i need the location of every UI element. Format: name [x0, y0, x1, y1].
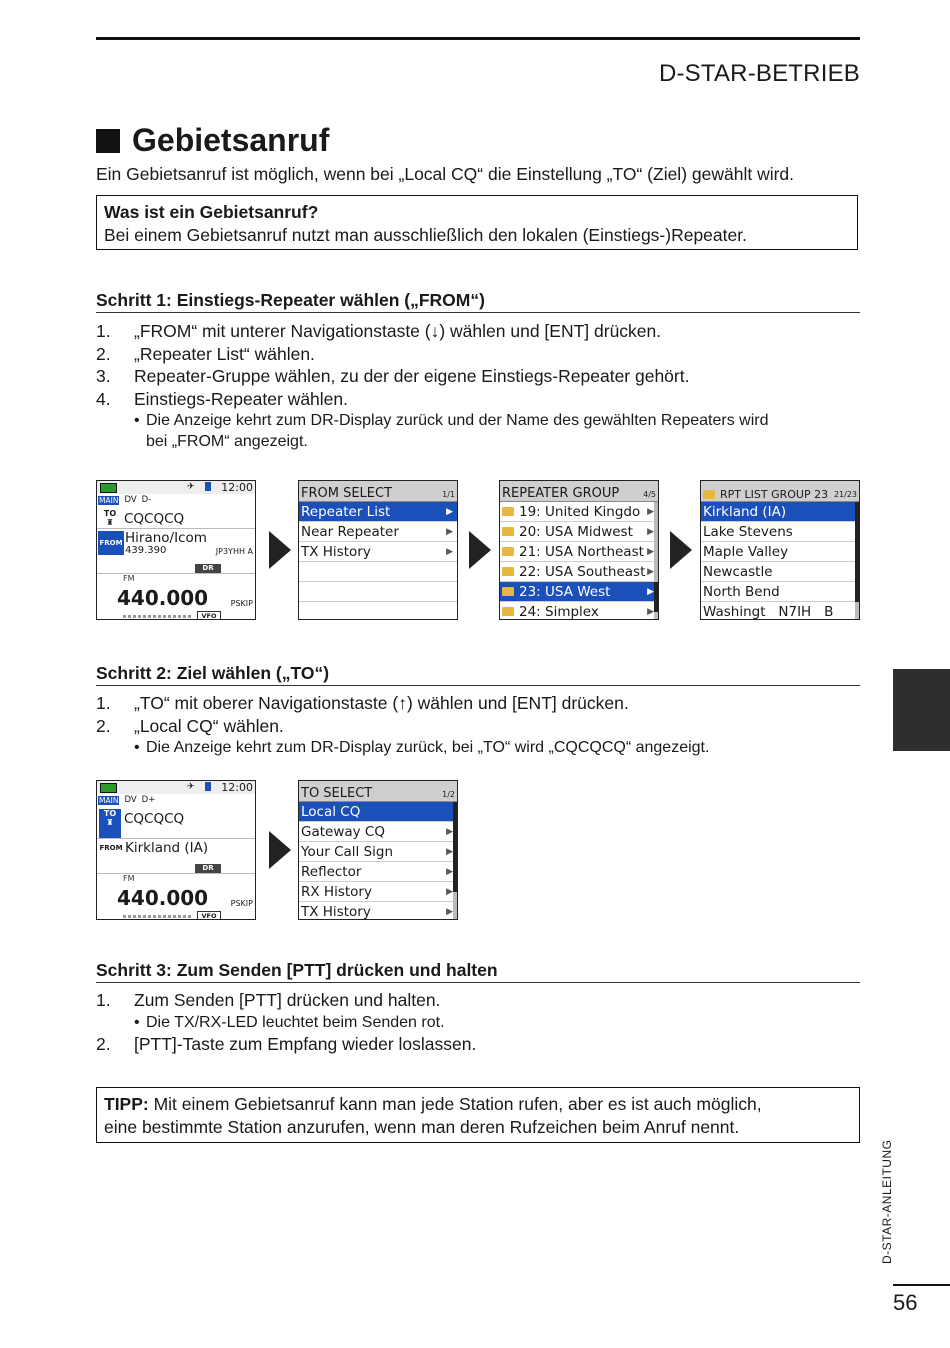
- from-name: Hirano/Icom: [125, 530, 207, 546]
- page-indicator: 21/23: [833, 490, 857, 499]
- empty-row: [299, 582, 457, 602]
- pskip-label: PSKIP: [230, 899, 253, 908]
- menu-item[interactable]: 23: USA West ▶: [500, 582, 658, 602]
- dr-badge: DR: [195, 864, 221, 873]
- list-number: 1.: [96, 990, 111, 1010]
- section-title: [96, 122, 329, 159]
- frequency: 440.000: [117, 886, 209, 910]
- folder-icon: [703, 490, 715, 499]
- to-select-screen: [298, 780, 458, 920]
- s-meter: [123, 615, 193, 618]
- main-badge: MAIN: [99, 495, 119, 505]
- submode-label: D+: [141, 795, 156, 805]
- step3-list: [96, 989, 866, 1055]
- tip-label: TIPP:: [104, 1094, 149, 1114]
- screen-title: TO SELECT: [301, 786, 373, 801]
- chevron-right-icon: ▶: [446, 526, 453, 537]
- from-frequency: 439.390: [125, 545, 167, 556]
- step1-heading: Schritt 1: Einstiegs-Repeater wählen („FROM“): [96, 290, 860, 313]
- list-number: 1.: [96, 693, 111, 713]
- menu-item[interactable]: TX History ▶: [299, 902, 457, 920]
- page-indicator: 4/5: [643, 490, 656, 499]
- list-text: Repeater-Gruppe wählen, zu der der eigene Einstiegs-Repeater gehört.: [134, 366, 690, 386]
- list-note: [96, 410, 866, 431]
- bullet-icon: •: [134, 1013, 140, 1031]
- folder-icon: [502, 507, 514, 516]
- mode-label: DV: [124, 795, 137, 805]
- square-bullet-icon: [96, 129, 120, 153]
- folder-icon: [502, 607, 514, 616]
- vfo-badge: VFO: [197, 611, 221, 620]
- menu-item[interactable]: North Bend: [701, 582, 859, 602]
- list-text: [PTT]-Taste zum Empfang wieder loslassen.: [134, 1033, 477, 1054]
- chevron-right-icon: ▶: [647, 566, 654, 577]
- chapter-tab: [893, 669, 950, 751]
- bullet-icon: •: [134, 739, 140, 756]
- sd-card-icon: [205, 482, 211, 491]
- screen-title: FROM SELECT: [301, 486, 393, 501]
- from-name: Kirkland (IA): [125, 840, 209, 856]
- menu-item[interactable]: Washingt N7IH B: [701, 602, 859, 620]
- top-rule: [96, 37, 860, 40]
- chevron-right-icon: ▶: [446, 846, 453, 857]
- list-text: Einstiegs-Repeater wählen.: [134, 388, 349, 409]
- list-number: 2.: [96, 343, 111, 364]
- fm-label: FM: [123, 574, 135, 583]
- to-label: TO ♜: [99, 809, 121, 839]
- note-text: Die Anzeige kehrt zum DR-Display zurück, bei „TO“ wird „CQCQCQ“ angezeigt.: [146, 739, 710, 756]
- info-box-text: Bei einem Gebietsanruf nutzt man ausschließlich den lokalen (Einstiegs-)Repeater.: [104, 225, 747, 245]
- battery-icon: [100, 483, 117, 493]
- tip-line-2: eine bestimmte Station anzurufen, wenn man deren Rufzeichen beim Anruf nennt.: [104, 1117, 740, 1137]
- tip-box: [96, 1087, 860, 1143]
- gps-icon: ✈: [187, 482, 195, 492]
- screen-title: RPT LIST GROUP 23: [720, 488, 829, 501]
- list-number: 3.: [96, 366, 111, 386]
- step3-heading: Schritt 3: Zum Senden [PTT] drücken und halten: [96, 960, 860, 983]
- dr-display-screen-1: [96, 480, 256, 620]
- chevron-right-icon: ▶: [446, 826, 453, 837]
- list-item: [96, 320, 866, 343]
- list-item: [96, 365, 866, 388]
- menu-item[interactable]: Local CQ: [299, 802, 457, 822]
- mode-label: DV: [124, 495, 137, 505]
- list-note: [96, 1012, 866, 1033]
- list-text: „TO“ mit oberer Navigationstaste (↑) wählen und [ENT] drücken.: [134, 693, 629, 713]
- to-callsign: CQCQCQ: [124, 511, 185, 527]
- chevron-right-icon: ▶: [446, 866, 453, 877]
- step2-list: [96, 692, 866, 758]
- step2-heading: Schritt 2: Ziel wählen („TO“): [96, 663, 860, 686]
- list-number: 2.: [96, 1033, 111, 1054]
- battery-icon: [100, 783, 117, 793]
- menu-item[interactable]: Near Repeater ▶: [299, 522, 457, 542]
- menu-item[interactable]: 19: United Kingdo ▶: [500, 502, 658, 522]
- from-label: FROM: [98, 531, 124, 555]
- step1-list: [96, 320, 866, 452]
- arrow-right-icon: [670, 531, 692, 569]
- sd-card-icon: [205, 782, 211, 791]
- folder-icon: [502, 547, 514, 556]
- pskip-label: PSKIP: [230, 599, 253, 608]
- submode-label: D-: [141, 495, 152, 505]
- list-number: 1.: [96, 321, 111, 341]
- screen-title: REPEATER GROUP: [502, 486, 620, 501]
- folder-icon: [502, 567, 514, 576]
- s-meter: [123, 915, 193, 918]
- list-text: „Repeater List“ wählen.: [134, 343, 315, 364]
- chevron-right-icon: ▶: [446, 506, 453, 517]
- menu-item[interactable]: Gateway CQ ▶: [299, 822, 457, 842]
- list-text: „FROM“ mit unterer Navigationstaste (↓) wählen und [ENT] drücken.: [134, 321, 662, 341]
- list-item: [96, 1033, 866, 1056]
- list-note-cont: [96, 431, 866, 452]
- chevron-right-icon: ▶: [647, 606, 654, 617]
- list-item: [96, 715, 866, 738]
- dr-display-screen-2: [96, 780, 256, 920]
- from-callsign: JP3YHH A: [215, 547, 253, 556]
- main-badge: MAIN: [99, 795, 119, 805]
- note-text: Die Anzeige kehrt zum DR-Display zurück und der Name des gewählten Repeaters wird: [146, 412, 769, 429]
- to-label: TO ♜: [103, 509, 117, 527]
- fm-label: FM: [123, 874, 135, 883]
- chevron-right-icon: ▶: [647, 586, 654, 597]
- menu-item[interactable]: Kirkland (IA): [701, 502, 859, 522]
- list-text: „Local CQ“ wählen.: [134, 715, 284, 736]
- chevron-right-icon: ▶: [446, 546, 453, 557]
- folder-icon: [502, 587, 514, 596]
- list-number: 2.: [96, 715, 111, 736]
- clock: 12:00: [221, 481, 253, 494]
- arrow-right-icon: [269, 831, 291, 869]
- page-indicator: 1/2: [442, 790, 455, 799]
- page-number: 56: [893, 1290, 918, 1315]
- dr-badge: DR: [195, 564, 221, 573]
- menu-item[interactable]: Repeater List ▶: [299, 502, 457, 522]
- repeater-group-screen: [499, 480, 659, 620]
- folder-icon: [502, 527, 514, 536]
- list-note: [96, 737, 866, 758]
- empty-row: [299, 562, 457, 582]
- menu-item[interactable]: 21: USA Northeast ▶: [500, 542, 658, 562]
- to-callsign: CQCQCQ: [124, 811, 185, 827]
- page-indicator: 1/1: [442, 490, 455, 499]
- menu-item[interactable]: 22: USA Southeast ▶: [500, 562, 658, 582]
- section-title-text: Gebietsanruf: [132, 122, 330, 158]
- menu-item[interactable]: 20: USA Midwest ▶: [500, 522, 658, 542]
- clock: 12:00: [221, 781, 253, 794]
- chapter-title: D-STAR-BETRIEB: [658, 60, 860, 87]
- tip-line-1: [104, 1093, 852, 1116]
- scrollbar[interactable]: [855, 502, 859, 619]
- scrollbar[interactable]: [453, 802, 457, 919]
- menu-item[interactable]: TX History ▶: [299, 542, 457, 562]
- rpt-list-screen: [700, 480, 860, 620]
- menu-item[interactable]: Your Call Sign ▶: [299, 842, 457, 862]
- list-number: 4.: [96, 388, 111, 409]
- menu-item[interactable]: Reflector ▶: [299, 862, 457, 882]
- side-rule: [893, 1284, 950, 1286]
- side-label-text: D-STAR-ANLEITUNG: [880, 1139, 894, 1264]
- chevron-right-icon: ▶: [647, 506, 654, 517]
- from-label: FROM: [99, 844, 123, 852]
- menu-item[interactable]: 24: Simplex ▶: [500, 602, 658, 620]
- chevron-right-icon: ▶: [647, 546, 654, 557]
- arrow-right-icon: [269, 531, 291, 569]
- list-item: [96, 989, 866, 1012]
- menu-item[interactable]: Lake Stevens: [701, 522, 859, 542]
- chevron-right-icon: ▶: [446, 886, 453, 897]
- tip-text: Mit einem Gebietsanruf kann man jede Station rufen, aber es ist auch möglich,: [148, 1094, 762, 1114]
- menu-item[interactable]: Newcastle: [701, 562, 859, 582]
- note-text: Die TX/RX-LED leuchtet beim Senden rot.: [146, 1013, 445, 1031]
- list-item: [96, 692, 866, 715]
- vfo-badge: VFO: [197, 911, 221, 920]
- note-text: bei „FROM“ angezeigt.: [146, 433, 308, 450]
- list-item: [96, 388, 866, 411]
- list-item: [96, 343, 866, 366]
- arrow-right-icon: [469, 531, 491, 569]
- frequency: 440.000: [117, 586, 209, 610]
- bullet-icon: •: [134, 412, 140, 429]
- chevron-right-icon: ▶: [446, 906, 453, 917]
- scrollbar[interactable]: [654, 502, 658, 619]
- section-intro: Ein Gebietsanruf ist möglich, wenn bei „Local CQ“ die Einstellung „TO“ (Ziel) gewählt wird.: [96, 164, 795, 184]
- chevron-right-icon: ▶: [647, 526, 654, 537]
- gps-icon: ✈: [187, 782, 195, 792]
- info-box-heading: Was ist ein Gebietsanruf?: [104, 202, 319, 222]
- list-text: Zum Senden [PTT] drücken und halten.: [134, 990, 441, 1010]
- menu-item[interactable]: Maple Valley: [701, 542, 859, 562]
- menu-item[interactable]: RX History ▶: [299, 882, 457, 902]
- from-select-screen: [298, 480, 458, 620]
- info-box: [96, 195, 858, 250]
